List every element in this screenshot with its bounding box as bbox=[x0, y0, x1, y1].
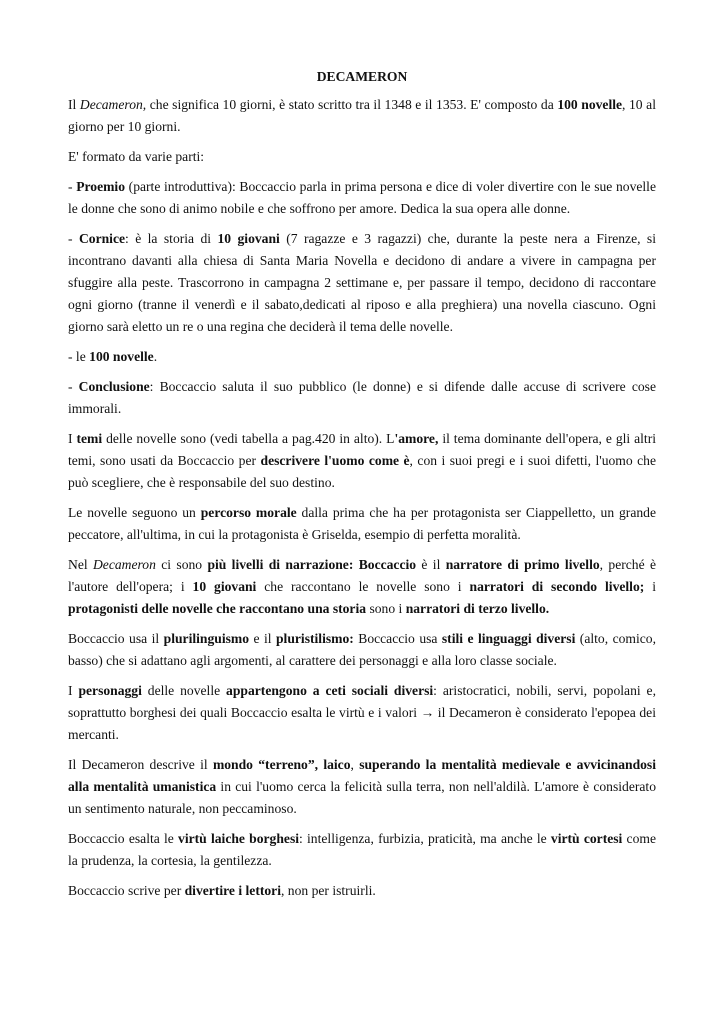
italic-text: Decameron, bbox=[79, 97, 147, 112]
paragraph bbox=[68, 554, 656, 620]
paragraph bbox=[68, 680, 656, 746]
text-run: - le bbox=[68, 349, 90, 364]
bold-text: personaggi bbox=[78, 683, 142, 698]
text-run: come la prudenza, la cortesia, la gentilezza. bbox=[68, 831, 656, 868]
text-run: e il bbox=[249, 631, 276, 646]
bold-text: virtù laiche borghesi bbox=[178, 831, 300, 846]
bold-text: narratori di terzo livello. bbox=[405, 601, 550, 616]
document-page bbox=[68, 66, 656, 902]
text-run: : aristocratici, nobili, servi, popolani e, soprattutto borghesi dei quali Boccaccio esalta le virtù e i valori → il Decameron è considerato l'epopea dei mercanti. bbox=[68, 683, 656, 742]
paragraph bbox=[68, 754, 656, 820]
text-run: (alto, comico, basso) che si adattano agli argomenti, al carattere dei personaggi e alla loro classe sociale. bbox=[68, 631, 656, 668]
paragraph bbox=[68, 346, 656, 368]
bold-text: 'amore, bbox=[394, 431, 439, 446]
text-run: I bbox=[68, 431, 77, 446]
text-run: delle novelle sono (vedi tabella a pag.420 in alto). L bbox=[102, 431, 395, 446]
text-run: (parte introduttiva): Boccaccio parla in prima persona e dice di voler divertire con le sue novelle le donne che sono di animo nobile e che soffrono per amore. Dedica la sua opera alle donne. bbox=[68, 179, 656, 216]
document-title: DECAMERON bbox=[316, 69, 408, 84]
bold-text: 10 giovani bbox=[192, 579, 257, 594]
bold-text: 10 giovani bbox=[217, 231, 280, 246]
text-run: . bbox=[153, 349, 158, 364]
text-run: sono i bbox=[366, 601, 406, 616]
paragraph bbox=[68, 628, 656, 672]
text-run: , con i suoi pregi e i suoi difetti, l'uomo che può scegliere, che è responsabile del suo destino. bbox=[68, 453, 656, 490]
text-run: Il bbox=[68, 97, 80, 112]
text-run: Nel bbox=[68, 557, 93, 572]
bold-text: Conclusione bbox=[78, 379, 150, 394]
text-run: , perché è l'autore dell'opera; i bbox=[68, 557, 657, 594]
paragraph bbox=[68, 428, 656, 494]
paragraph bbox=[68, 176, 656, 220]
text-run: E' formato da varie parti: bbox=[68, 149, 205, 164]
bold-text: Proemio bbox=[76, 179, 126, 194]
text-run: , bbox=[350, 757, 360, 772]
text-run: dalla prima che ha per protagonista ser Ciappelletto, un grande peccatore, all'ultima, in cui la protagonista è Griselda, esempio di perfetta moralità. bbox=[68, 505, 656, 542]
bold-text: narratore di primo livello bbox=[445, 557, 600, 572]
paragraph bbox=[68, 228, 656, 338]
bold-text: superando la mentalità medievale e avvicinandosi alla mentalità umanistica bbox=[68, 757, 656, 794]
text-run: - bbox=[68, 231, 79, 246]
text-run: , non per istruirli. bbox=[281, 883, 376, 898]
bold-text: temi bbox=[76, 431, 103, 446]
bold-text: divertire i lettori bbox=[184, 883, 281, 898]
text-run: : intelligenza, furbizia, praticità, ma anche le bbox=[299, 831, 551, 846]
text-run: i bbox=[644, 579, 656, 594]
text-run: che raccontano le novelle sono i bbox=[256, 579, 470, 594]
text-run: ci sono bbox=[155, 557, 208, 572]
bold-text: appartengono a ceti sociali diversi bbox=[226, 683, 434, 698]
text-run: : è la storia di bbox=[125, 231, 218, 246]
text-run: Boccaccio scrive per bbox=[68, 883, 185, 898]
bold-text: più livelli di narrazione: Boccaccio bbox=[207, 557, 417, 572]
italic-text: Decameron bbox=[92, 557, 156, 572]
document-body bbox=[68, 94, 656, 902]
text-run: il tema dominante dell'opera, e gli altri temi, sono usati da Boccaccio per bbox=[68, 431, 656, 468]
bold-text: pluristilismo: bbox=[276, 631, 354, 646]
paragraph bbox=[68, 502, 656, 546]
bold-text: narratori di secondo livello; bbox=[469, 579, 645, 594]
paragraph bbox=[68, 94, 656, 138]
bold-text: 100 novelle bbox=[89, 349, 154, 364]
bold-text: percorso morale bbox=[200, 505, 297, 520]
text-run: è il bbox=[416, 557, 446, 572]
bold-text: 100 novelle bbox=[557, 97, 623, 112]
bold-text: protagonisti delle novelle che raccontano una storia bbox=[68, 601, 367, 616]
paragraph bbox=[68, 880, 656, 902]
text-run: - bbox=[68, 379, 79, 394]
bold-text: Cornice bbox=[78, 231, 126, 246]
paragraph bbox=[68, 146, 656, 168]
paragraph bbox=[68, 828, 656, 872]
text-run: delle novelle bbox=[141, 683, 227, 698]
text-run: : Boccaccio saluta il suo pubblico (le donne) e si difende dalle accuse di scrivere cose immorali. bbox=[68, 379, 656, 416]
bold-text: plurilinguismo bbox=[163, 631, 250, 646]
text-run: in cui l'uomo cerca la felicità sulla terra, non nell'aldilà. L'amore è considerato un sentimento naturale, non peccaminoso. bbox=[68, 779, 656, 816]
text-run: Boccaccio usa il bbox=[68, 631, 164, 646]
text-run: I bbox=[68, 683, 79, 698]
bold-text: mondo “terreno”, laico bbox=[212, 757, 351, 772]
paragraph bbox=[68, 376, 656, 420]
text-run: Il Decameron descrive il bbox=[68, 757, 213, 772]
bold-text: virtù cortesi bbox=[550, 831, 623, 846]
text-run: Le novelle seguono un bbox=[68, 505, 201, 520]
text-run: Boccaccio usa bbox=[353, 631, 442, 646]
text-run: (7 ragazze e 3 ragazzi) che, durante la peste nera a Firenze, si incontrano davanti alla chiesa di Santa Maria Novella e decidono di andare a vivere in campagna per sfuggire alla peste. Trascorrono in campagna 2 settimane e, per passare il tempo, decidono di raccontare ogni giorno (tranne il venerdì e il sabato,dedicati al riposo e alla preghiera) una novella ciascuno. Ogni giorno sarà eletto un re o una regina che deciderà il tema delle novelle. bbox=[68, 231, 656, 334]
bold-text: stili e linguaggi diversi bbox=[441, 631, 576, 646]
bold-text: descrivere l'uomo come è bbox=[260, 453, 410, 468]
text-run: che significa 10 giorni, è stato scritto tra il 1348 e il 1353. E' composto da bbox=[146, 97, 558, 112]
text-run: Boccaccio esalta le bbox=[68, 831, 179, 846]
text-run: , 10 al giorno per 10 giorni. bbox=[68, 97, 656, 134]
text-run: - bbox=[68, 179, 77, 194]
